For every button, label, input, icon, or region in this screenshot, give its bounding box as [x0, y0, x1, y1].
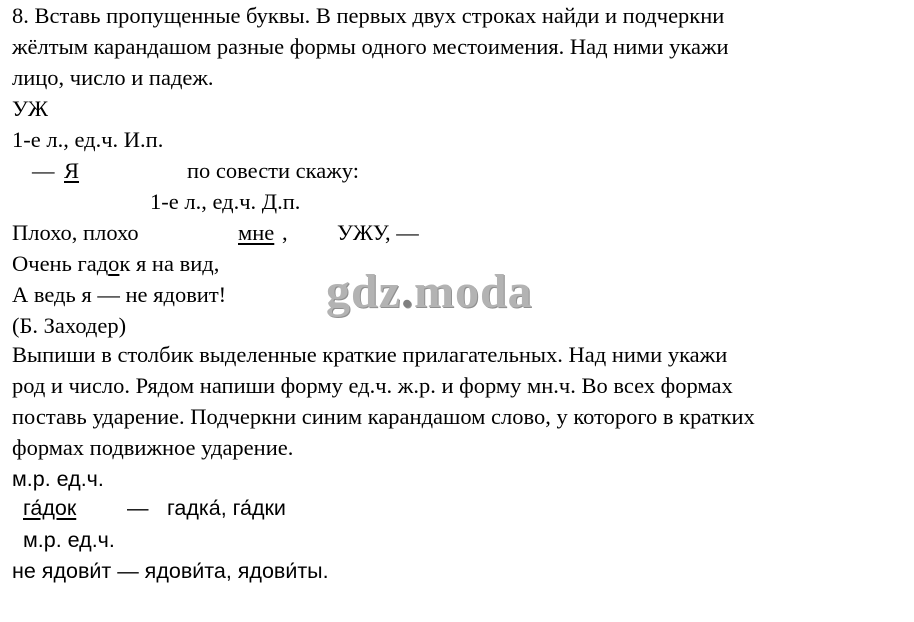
row3-missing-letter: о	[108, 251, 120, 276]
pronoun-note-2: 1-е л., ед.ч. Д.п.	[150, 189, 301, 214]
task2-line-2: род и число. Рядом напиши форму ед.ч. ж.р. и форму мн.ч. Во всех формах	[12, 373, 733, 398]
poem-author: (Б. Заходер)	[12, 313, 127, 338]
row1-rest: по совести скажу:	[187, 158, 359, 183]
row3-text-a: Очень гад	[12, 251, 109, 276]
poem-title: УЖ	[12, 96, 49, 121]
row2-comma: ,	[282, 220, 288, 245]
task2-line-3: поставь ударение. Подчеркни синим карандашом слово, у которого в кратких	[12, 404, 755, 429]
row2-pronoun: мне	[238, 220, 275, 245]
poem-row-3	[12, 250, 219, 278]
answer-word-1: га́док	[23, 496, 77, 520]
watermark-dot: .	[401, 265, 414, 318]
answer-forms-1: гадка́, га́дки	[167, 496, 286, 520]
row1-dash: —	[32, 158, 55, 183]
task-line-2: жёлтым карандашом разные формы одного местоимения. Над ними укажи	[12, 34, 729, 59]
task2-line-4: формах подвижное ударение.	[12, 435, 294, 460]
poem-row-4: А ведь я — не ядовит!	[12, 282, 227, 307]
answer-row-2: не ядови́т — ядови́та, ядови́ты.	[12, 559, 329, 583]
watermark	[326, 262, 533, 322]
task-line-3: лицо, число и падеж.	[12, 65, 214, 90]
row3-text-b: к я на вид,	[119, 251, 220, 276]
row1-pronoun: Я	[64, 158, 80, 183]
answer-note-1: м.р. ед.ч.	[12, 467, 104, 491]
answer-note-2: м.р. ед.ч.	[23, 528, 115, 552]
task2-line-1: Выпиши в столбик выделенные краткие прилагательных. Над ними укажи	[12, 342, 728, 367]
row2-text-a: Плохо, плохо	[12, 220, 139, 245]
row2-text-b: УЖУ, —	[337, 220, 419, 245]
watermark-left: gdz	[326, 265, 401, 318]
watermark-right: moda	[414, 265, 533, 318]
answer-dash-1: —	[127, 496, 149, 520]
pronoun-note-1: 1-е л., ед.ч. И.п.	[12, 127, 164, 152]
task-line-1: 8. Вставь пропущенные буквы. В первых двух строках найди и подчеркни	[12, 3, 725, 28]
